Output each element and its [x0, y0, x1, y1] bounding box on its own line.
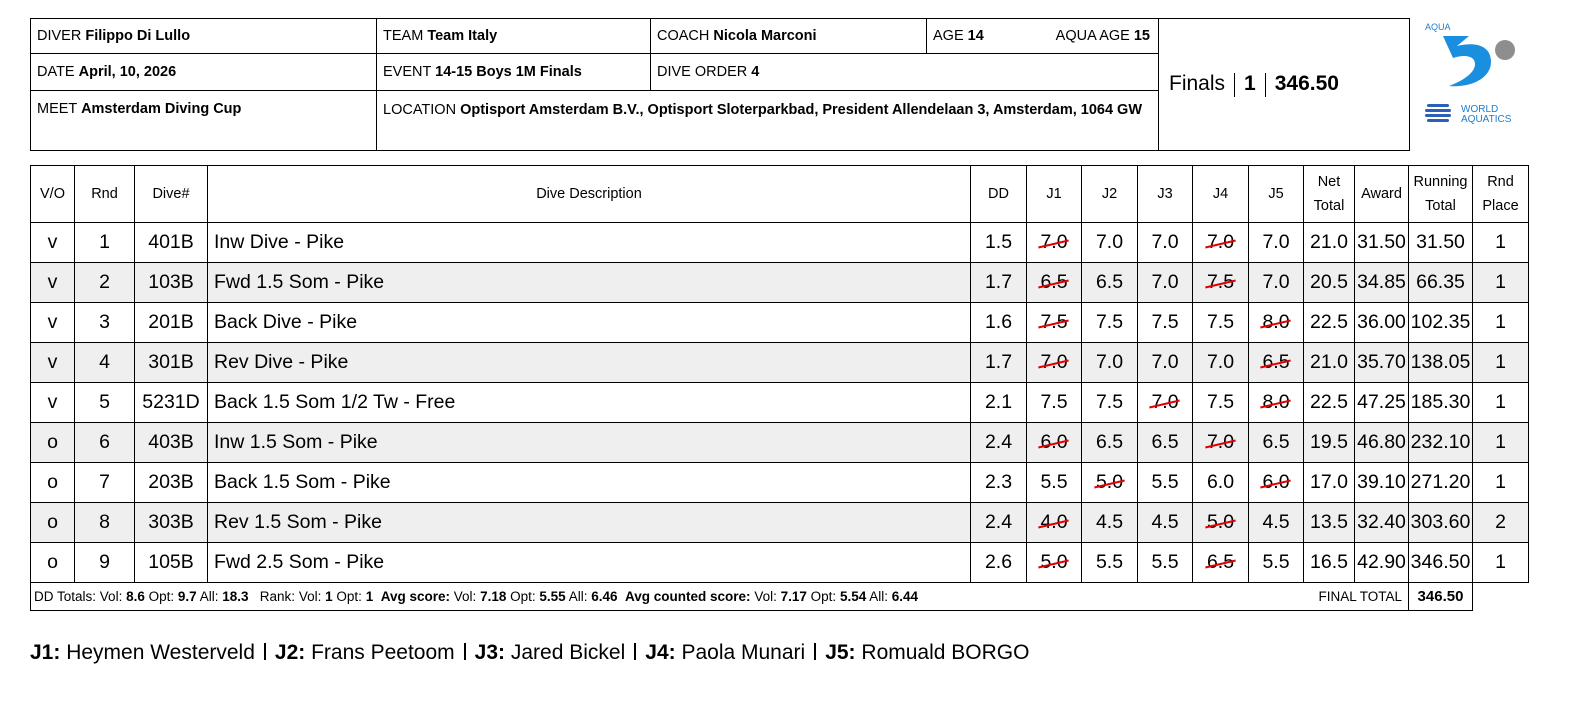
vo-cell: o [31, 423, 75, 463]
col-rnd: Rnd [75, 166, 135, 223]
coach-cell [651, 19, 927, 54]
judge-score-cell [1027, 383, 1082, 423]
dive-number-cell: 303B [135, 503, 208, 543]
dd-vol: 8.6 [126, 589, 145, 604]
judge-score-cell [1082, 503, 1138, 543]
judge-score-cell [1249, 503, 1304, 543]
judge-score-cell [1027, 223, 1082, 263]
judge-score: 7.5 [1206, 391, 1235, 413]
judge-score-cell [1249, 383, 1304, 423]
dive-row [31, 423, 1529, 463]
judge-score-cell [1249, 463, 1304, 503]
judge-score-cell [1193, 263, 1249, 303]
dropped-score: 7.0 [1206, 231, 1235, 253]
location-cell [377, 91, 1159, 151]
logo-top-text: AQUA [1425, 22, 1451, 32]
vol-label: Vol: [453, 589, 477, 604]
judge-separator [634, 643, 636, 660]
dd-totals-label: DD Totals: [34, 589, 97, 604]
col-dive: Dive# [135, 166, 208, 223]
logo-line1: WORLD [1461, 104, 1499, 115]
net-total-cell: 21.0 [1304, 343, 1355, 383]
totals-row [31, 583, 1529, 611]
award-cell: 34.85 [1355, 263, 1409, 303]
net-total-cell: 22.5 [1304, 303, 1355, 343]
vol-label: Vol: [298, 589, 322, 604]
running-total-cell: 346.50 [1409, 543, 1473, 583]
judge-code: J1: [30, 641, 61, 664]
award-cell: 42.90 [1355, 543, 1409, 583]
judge-score: 5.5 [1040, 471, 1068, 493]
col-rnd-place: Rnd Place [1473, 166, 1529, 223]
judge-score-cell [1082, 343, 1138, 383]
avg-all: 6.46 [591, 589, 618, 604]
net-total-cell: 20.5 [1304, 263, 1355, 303]
net-total-cell: 21.0 [1304, 223, 1355, 263]
judge-score-cell [1193, 463, 1249, 503]
judge-score: 4.5 [1262, 511, 1290, 533]
dive-number-cell: 403B [135, 423, 208, 463]
coach-label: COACH [657, 28, 710, 44]
dd-all: 18.3 [222, 589, 249, 604]
col-description: Dive Description [208, 166, 971, 223]
col-vo: V/O [31, 166, 75, 223]
judge-score-cell [1138, 303, 1193, 343]
vol-label: Vol: [99, 589, 123, 604]
judge-score-cell [1138, 263, 1193, 303]
vol-label: Vol: [754, 589, 777, 604]
dive-description-cell: Rev 1.5 Som - Pike [208, 503, 971, 543]
dropped-score: 5.0 [1206, 511, 1235, 533]
running-total-cell: 102.35 [1409, 303, 1473, 343]
judge-score-cell [1249, 343, 1304, 383]
dive-number-cell: 301B [135, 343, 208, 383]
dropped-score: 6.5 [1040, 271, 1068, 293]
judge-score-cell [1082, 383, 1138, 423]
event-label: EVENT [383, 64, 432, 80]
judge-score-cell [1027, 303, 1082, 343]
net-total-cell: 16.5 [1304, 543, 1355, 583]
avg-vol: 7.18 [480, 589, 507, 604]
round-cell: 7 [75, 463, 135, 503]
dropped-score: 7.0 [1040, 351, 1068, 373]
dive-number-cell: 105B [135, 543, 208, 583]
dropped-score: 7.0 [1040, 231, 1068, 253]
finals-score: 346.50 [1274, 72, 1339, 96]
round-place-cell: 1 [1473, 223, 1529, 263]
dd-cell: 1.7 [971, 263, 1027, 303]
judge-score-cell [1193, 223, 1249, 263]
judge-score: 6.5 [1151, 431, 1179, 453]
aqua-age-value: 15 [1133, 28, 1150, 44]
judge-score: 7.0 [1206, 351, 1235, 373]
award-cell: 39.10 [1355, 463, 1409, 503]
judge-score-cell [1138, 423, 1193, 463]
dropped-score: 5.0 [1095, 471, 1124, 493]
final-total-value: 346.50 [1409, 583, 1473, 611]
dive-row [31, 383, 1529, 423]
round-place-cell: 1 [1473, 343, 1529, 383]
judge-name: Jared Bickel [510, 641, 626, 664]
location-label: LOCATION [383, 102, 457, 118]
judge-score-cell [1027, 423, 1082, 463]
dive-row [31, 463, 1529, 503]
avg-counted-label: Avg counted score: [625, 589, 751, 604]
avgc-opt: 5.54 [839, 589, 867, 604]
dive-row [31, 223, 1529, 263]
judge-score-cell [1249, 223, 1304, 263]
vo-cell: o [31, 463, 75, 503]
award-cell: 31.50 [1355, 223, 1409, 263]
col-j1: J1 [1027, 166, 1082, 223]
round-place-cell: 1 [1473, 303, 1529, 343]
judge-score-cell [1138, 463, 1193, 503]
round-cell: 1 [75, 223, 135, 263]
award-cell: 32.40 [1355, 503, 1409, 543]
dive-rows [31, 223, 1529, 583]
round-place-cell: 1 [1473, 383, 1529, 423]
meet-cell [31, 91, 377, 151]
judge-score: 7.5 [1095, 391, 1124, 413]
judge-score: 7.0 [1151, 351, 1179, 373]
dd-cell: 1.6 [971, 303, 1027, 343]
running-total-cell: 232.10 [1409, 423, 1473, 463]
dd-cell: 1.7 [971, 343, 1027, 383]
running-total-cell: 31.50 [1409, 223, 1473, 263]
aqua-age-label: AQUA AGE [1055, 28, 1130, 44]
judge-score-cell [1082, 303, 1138, 343]
judge-score: 4.5 [1095, 511, 1124, 533]
judge-score: 7.5 [1206, 311, 1235, 333]
col-j4: J4 [1193, 166, 1249, 223]
judge-score-cell [1249, 423, 1304, 463]
judges-list [30, 641, 1029, 665]
rank-vol: 1 [325, 589, 333, 604]
award-cell: 47.25 [1355, 383, 1409, 423]
opt-label: Opt: [810, 589, 837, 604]
judge-score-cell [1027, 263, 1082, 303]
col-dd: DD [971, 166, 1027, 223]
finals-separator [1234, 73, 1235, 97]
judge-score-cell [1082, 543, 1138, 583]
judge-separator [264, 643, 266, 660]
dropped-score: 6.0 [1262, 471, 1290, 493]
age-cell [927, 19, 1159, 54]
all-label: All: [568, 589, 588, 604]
judge-score-cell [1193, 423, 1249, 463]
dive-description-cell: Rev Dive - Pike [208, 343, 971, 383]
vo-cell: v [31, 383, 75, 423]
judge-score-cell [1082, 423, 1138, 463]
dd-cell: 2.4 [971, 503, 1027, 543]
dive-results-table [30, 165, 1529, 611]
dropped-score: 8.0 [1262, 311, 1290, 333]
judge-score: 5.5 [1095, 551, 1124, 573]
judge-score-cell [1193, 343, 1249, 383]
dive-order-cell [651, 54, 1159, 91]
judge-separator [464, 643, 466, 660]
round-cell: 3 [75, 303, 135, 343]
avgc-vol: 7.17 [780, 589, 807, 604]
vo-cell: o [31, 503, 75, 543]
dd-cell: 2.3 [971, 463, 1027, 503]
diver-cell [31, 19, 377, 54]
finals-separator [1265, 73, 1266, 97]
opt-label: Opt: [510, 589, 536, 604]
location-value: Optisport Amsterdam B.V., Optisport Sloterparkbad, President Allendelaan 3, Amsterdam, 1064 GW [460, 102, 1143, 118]
dive-order-label: DIVE ORDER [657, 64, 748, 80]
dive-row [31, 543, 1529, 583]
round-cell: 5 [75, 383, 135, 423]
team-name: Team Italy [427, 28, 498, 44]
judge-score: 7.0 [1151, 271, 1179, 293]
dropped-score: 5.0 [1040, 551, 1068, 573]
judge-code: J5: [825, 641, 856, 664]
dive-description-cell: Fwd 2.5 Som - Pike [208, 543, 971, 583]
rank-opt: 1 [365, 589, 374, 604]
judge-score-cell [1193, 383, 1249, 423]
dropped-score: 7.5 [1206, 271, 1235, 293]
dive-row [31, 263, 1529, 303]
award-cell: 35.70 [1355, 343, 1409, 383]
judge-score: 7.0 [1262, 231, 1290, 253]
dive-number-cell: 201B [135, 303, 208, 343]
running-total-cell: 66.35 [1409, 263, 1473, 303]
dropped-score: 7.5 [1040, 311, 1068, 333]
net-total-cell: 19.5 [1304, 423, 1355, 463]
judge-score-cell [1193, 543, 1249, 583]
col-net-total: Net Total [1304, 166, 1355, 223]
judge-name: Heymen Westerveld [66, 641, 255, 664]
dd-opt: 9.7 [177, 589, 197, 604]
judge-score: 7.5 [1040, 391, 1068, 413]
dd-cell: 2.1 [971, 383, 1027, 423]
judge-score-cell [1082, 223, 1138, 263]
judge-name: Frans Peetoom [311, 641, 455, 664]
age-value: 14 [967, 28, 984, 44]
event-value: 14-15 Boys 1M Finals [435, 64, 582, 80]
col-award: Award [1355, 166, 1409, 223]
opt-label: Opt: [336, 589, 362, 604]
col-running-total: Running Total [1409, 166, 1473, 223]
dd-cell: 2.6 [971, 543, 1027, 583]
date-cell [31, 54, 377, 91]
event-cell [377, 54, 651, 91]
judge-score-cell [1193, 303, 1249, 343]
round-cell: 4 [75, 343, 135, 383]
world-aquatics-logo [1421, 18, 1533, 130]
round-cell: 8 [75, 503, 135, 543]
diver-label: DIVER [37, 28, 82, 44]
round-cell: 2 [75, 263, 135, 303]
round-cell: 9 [75, 543, 135, 583]
judge-score-cell [1138, 343, 1193, 383]
opt-label: Opt: [148, 589, 175, 604]
judge-score: 4.5 [1151, 511, 1179, 533]
round-place-cell: 1 [1473, 543, 1529, 583]
judge-score-cell [1027, 543, 1082, 583]
dive-row [31, 503, 1529, 543]
judge-score: 7.5 [1151, 311, 1179, 333]
net-total-cell: 13.5 [1304, 503, 1355, 543]
vo-cell: v [31, 343, 75, 383]
judge-separator [814, 643, 816, 660]
judge-score-cell [1082, 463, 1138, 503]
team-cell [377, 19, 651, 54]
avg-score-label: Avg score: [380, 589, 451, 604]
judge-score: 6.5 [1095, 431, 1124, 453]
judge-score-cell [1138, 383, 1193, 423]
judge-score: 5.5 [1262, 551, 1290, 573]
judge-code: J3: [474, 641, 506, 664]
judge-score-cell [1027, 503, 1082, 543]
totals-stats [31, 583, 1304, 611]
judge-name: Romuald BORGO [861, 641, 1030, 664]
round-place-cell: 1 [1473, 263, 1529, 303]
dive-number-cell: 203B [135, 463, 208, 503]
dive-row [31, 343, 1529, 383]
dd-cell: 1.5 [971, 223, 1027, 263]
judge-score: 6.0 [1206, 471, 1235, 493]
judge-score: 7.0 [1151, 231, 1179, 253]
running-total-cell: 185.30 [1409, 383, 1473, 423]
dropped-score: 6.0 [1040, 431, 1068, 453]
dropped-score: 7.0 [1151, 391, 1179, 413]
meet-label: MEET [37, 101, 78, 117]
all-label: All: [199, 589, 219, 604]
diver-info-table [30, 18, 1410, 151]
round-place-cell: 1 [1473, 423, 1529, 463]
dive-row [31, 303, 1529, 343]
logo-line2: AQUATICS [1461, 114, 1512, 125]
vo-cell: v [31, 223, 75, 263]
award-cell: 36.00 [1355, 303, 1409, 343]
award-cell: 46.80 [1355, 423, 1409, 463]
vo-cell: v [31, 263, 75, 303]
dropped-score: 7.0 [1206, 431, 1235, 453]
header-row [31, 166, 1529, 223]
judge-score-cell [1082, 263, 1138, 303]
logo-bars-icon [1425, 104, 1451, 122]
meet-value: Amsterdam Diving Cup [81, 101, 242, 117]
avgc-all: 6.44 [891, 589, 919, 604]
judge-code: J2: [274, 641, 306, 664]
judge-score-cell [1249, 543, 1304, 583]
net-total-cell: 17.0 [1304, 463, 1355, 503]
dive-description-cell: Inw 1.5 Som - Pike [208, 423, 971, 463]
judge-score-cell [1138, 223, 1193, 263]
dive-number-cell: 103B [135, 263, 208, 303]
dive-description-cell: Inw Dive - Pike [208, 223, 971, 263]
dropped-score: 4.0 [1040, 511, 1068, 533]
all-label: All: [869, 589, 889, 604]
running-total-cell: 271.20 [1409, 463, 1473, 503]
col-j5: J5 [1249, 166, 1304, 223]
dropped-score: 6.5 [1262, 351, 1290, 373]
judge-score: 6.5 [1095, 271, 1124, 293]
dive-description-cell: Back 1.5 Som 1/2 Tw - Free [208, 383, 971, 423]
finals-cell [1159, 19, 1410, 151]
judge-score: 6.5 [1262, 431, 1290, 453]
team-label: TEAM [383, 28, 424, 44]
dive-order-value: 4 [751, 64, 760, 80]
round-cell: 6 [75, 423, 135, 463]
judge-score: 7.0 [1095, 231, 1124, 253]
logo-wave-icon [1443, 36, 1491, 86]
vo-cell: v [31, 303, 75, 343]
footer-blank [1473, 583, 1529, 611]
date-value: April, 10, 2026 [78, 64, 177, 80]
running-total-cell: 138.05 [1409, 343, 1473, 383]
judge-score-cell [1249, 263, 1304, 303]
judge-score: 7.0 [1095, 351, 1124, 373]
dd-cell: 2.4 [971, 423, 1027, 463]
coach-name: Nicola Marconi [713, 28, 817, 44]
col-j3: J3 [1138, 166, 1193, 223]
judge-score-cell [1193, 503, 1249, 543]
rank-label: Rank: [259, 589, 296, 604]
dropped-score: 8.0 [1262, 391, 1290, 413]
judge-score-cell [1138, 503, 1193, 543]
round-place-cell: 1 [1473, 463, 1529, 503]
dive-number-cell: 5231D [135, 383, 208, 423]
judge-score: 7.5 [1095, 311, 1124, 333]
finals-place: 1 [1244, 72, 1256, 96]
dive-number-cell: 401B [135, 223, 208, 263]
judge-score-cell [1027, 343, 1082, 383]
age-label: AGE [933, 28, 964, 44]
dive-description-cell: Back Dive - Pike [208, 303, 971, 343]
judge-code: J4: [645, 641, 676, 664]
dropped-score: 6.5 [1206, 551, 1235, 573]
avg-opt: 5.55 [539, 589, 566, 604]
dive-description-cell: Fwd 1.5 Som - Pike [208, 263, 971, 303]
dive-description-cell: Back 1.5 Som - Pike [208, 463, 971, 503]
finals-label: Finals [1169, 72, 1226, 96]
judge-score: 7.0 [1262, 271, 1290, 293]
judge-name: Paola Munari [681, 641, 806, 664]
net-total-cell: 22.5 [1304, 383, 1355, 423]
diver-name: Filippo Di Lullo [85, 28, 191, 44]
col-j2: J2 [1082, 166, 1138, 223]
date-label: DATE [37, 64, 75, 80]
judge-score: 5.5 [1151, 471, 1179, 493]
judge-score-cell [1027, 463, 1082, 503]
logo-head-icon [1495, 40, 1515, 60]
running-total-cell: 303.60 [1409, 503, 1473, 543]
round-place-cell: 2 [1473, 503, 1529, 543]
judge-score-cell [1138, 543, 1193, 583]
judge-score: 5.5 [1151, 551, 1179, 573]
final-total-label: FINAL TOTAL [1304, 583, 1409, 611]
judge-score-cell [1249, 303, 1304, 343]
vo-cell: o [31, 543, 75, 583]
